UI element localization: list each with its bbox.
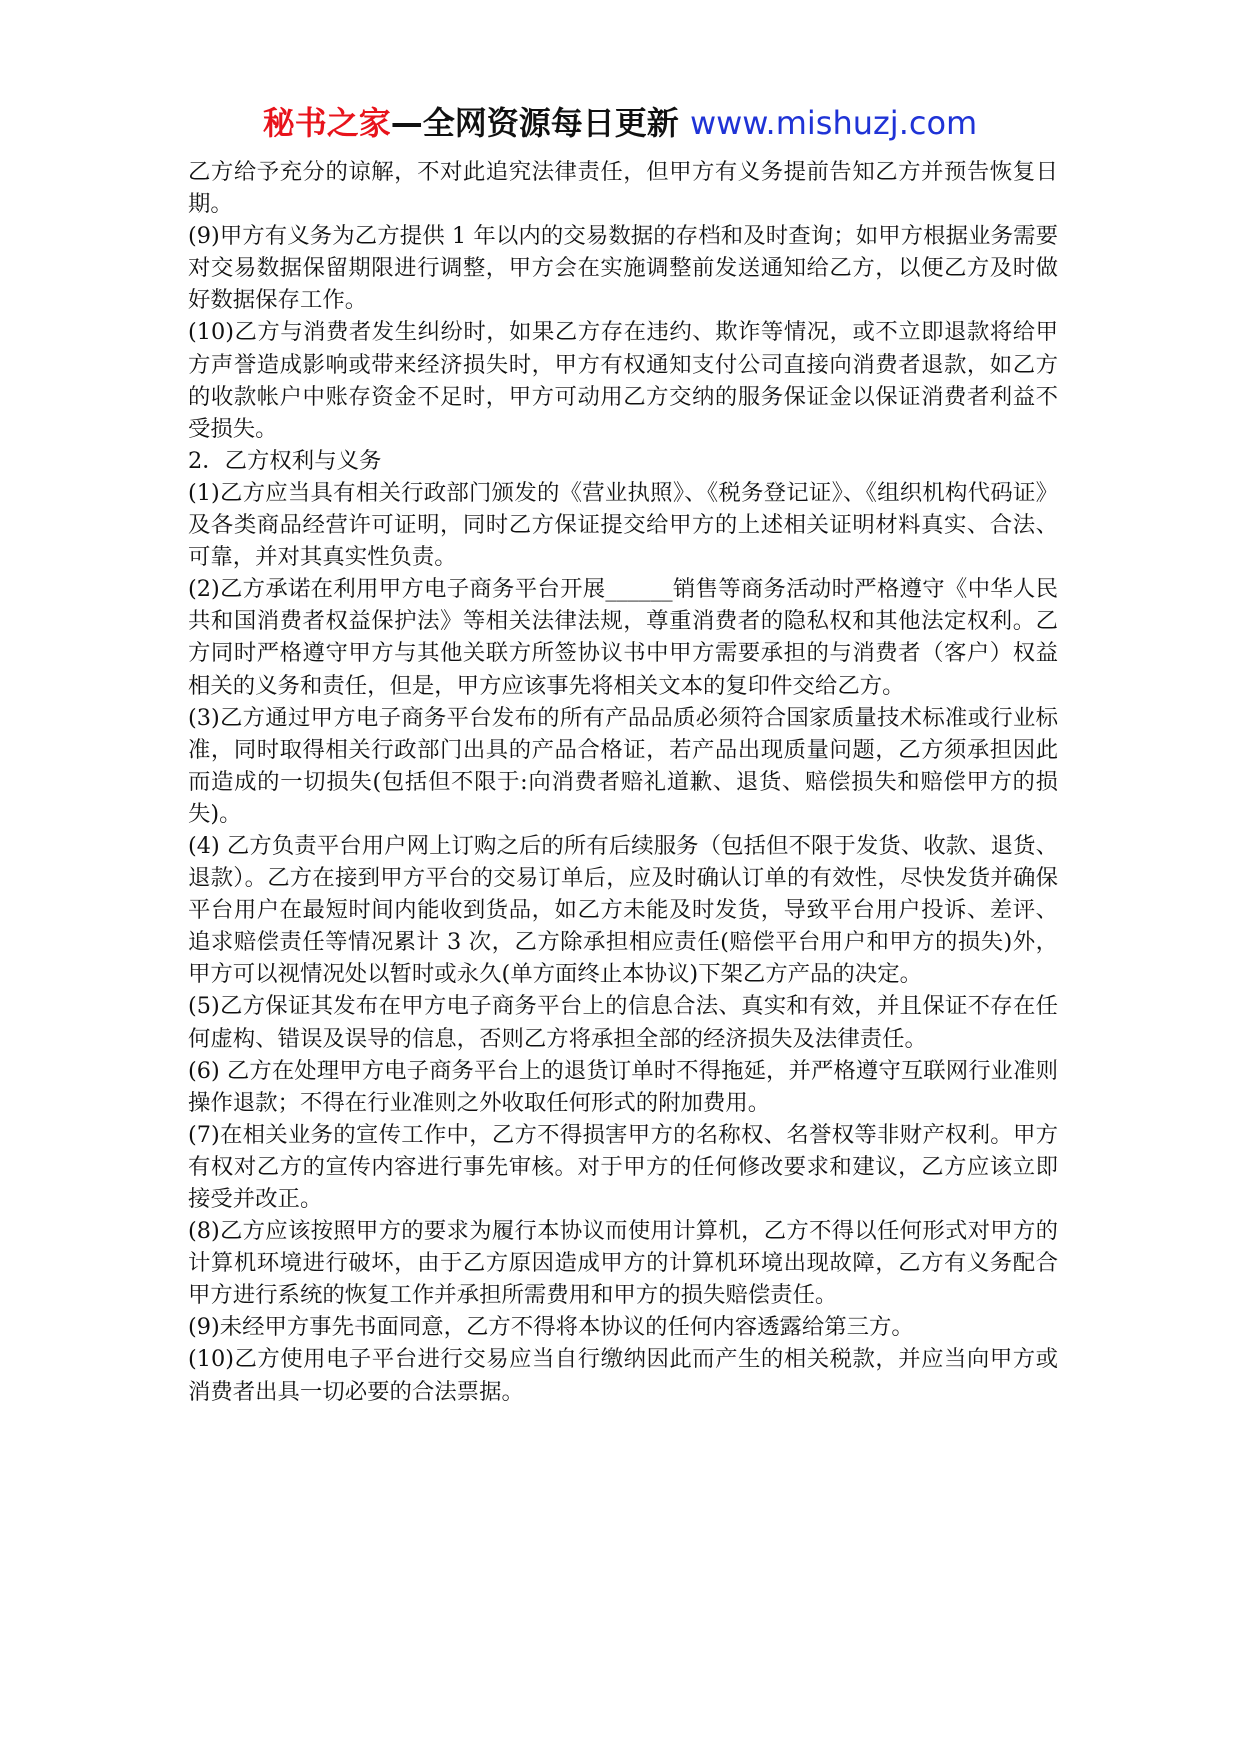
paragraph-item-4: (4) 乙方负责平台用户网上订购之后的所有后续服务（包括但不限于发货、收款、退货、退款）。乙方在接到甲方平台的交易订单后，应及时确认订单的有效性，尽快发货并确保平台用户在最短时间内能收到货品，如乙方未能及时发货，导致平台用户投诉、差评、追求赔偿责任等情况累计 3 次，乙方除承担相应责任(赔偿平台用户和甲方的损失)外，甲方可以视情况处以暂时或永久(单方面终止本协议)下架乙方产品的决定。 bbox=[188, 832, 1058, 988]
paragraph-item-9b: (9)未经甲方事先书面同意，乙方不得将本协议的任何内容透露给第三方。 bbox=[188, 1314, 914, 1341]
section-heading: 2．乙方权利与义务 bbox=[188, 447, 382, 474]
paragraph-item-5: (5)乙方保证其发布在甲方电子商务平台上的信息合法、真实和有效，并且保证不存在任何虚构、错误及误导的信息，否则乙方将承担全部的经济损失及法律责任。 bbox=[188, 993, 1058, 1052]
paragraph-item-10b: (10)乙方使用电子平台进行交易应当自行缴纳因此而产生的相关税款，并应当向甲方或消费者出具一切必要的合法票据。 bbox=[188, 1346, 1058, 1405]
paragraph-item-1: (1)乙方应当具有相关行政部门颁发的《营业执照》、《税务登记证》、《组织机构代码证》及各类商品经营许可证明，同时乙方保证提交给甲方的上述相关证明材料真实、合法、可靠，并对其真实性负责。 bbox=[188, 479, 1058, 571]
site-url: www.mishuzj.com bbox=[689, 104, 978, 142]
paragraph-item-9: (9)甲方有义务为乙方提供 1 年以内的交易数据的存档和及时查询；如甲方根据业务需要对交易数据保留期限进行调整，甲方会在实施调整前发送通知给乙方，以便乙方及时做好数据保存工作。 bbox=[188, 223, 1058, 314]
paragraph-continuation: 乙方给予充分的谅解，不对此追究法律责任，但甲方有义务提前告知乙方并预告恢复日期。 bbox=[188, 159, 1058, 218]
site-header bbox=[0, 98, 1240, 148]
paragraph-item-2: (2)乙方承诺在利用甲方电子商务平台开展______销售等商务活动时严格遵守《中华人民共和国消费者权益保护法》等相关法律法规，尊重消费者的隐私权和其他法定权利。乙方同时严格遵守甲方与其他关联方所签协议书中甲方需要承担的与消费者（客户）权益相关的义务和责任，但是，甲方应该事先将相关文本的复印件交给乙方。 bbox=[188, 576, 1058, 699]
paragraph-item-3: (3)乙方通过甲方电子商务平台发布的所有产品品质必须符合国家质量技术标准或行业标准，同时取得相关行政部门出具的产品合格证，若产品出现质量问题，乙方须承担因此而造成的一切损失(包括但不限于:向消费者赔礼道歉、退货、赔偿损失和赔偿甲方的损失)。 bbox=[188, 704, 1058, 827]
document-body bbox=[188, 156, 1058, 1408]
paragraph-item-6: (6) 乙方在处理甲方电子商务平台上的退货订单时不得拖延，并严格遵守互联网行业准则操作退款；不得在行业准则之外收取任何形式的附加费用。 bbox=[188, 1057, 1058, 1116]
paragraph-item-10: (10)乙方与消费者发生纠纷时，如果乙方存在违约、欺诈等情况，或不立即退款将给甲方声誉造成影响或带来经济损失时，甲方有权通知支付公司直接向消费者退款，如乙方的收款帐户中账存资金不足时，甲方可动用乙方交纳的服务保证金以保证消费者利益不受损失。 bbox=[188, 319, 1058, 442]
site-tagline: —全网资源每日更新 bbox=[390, 104, 679, 142]
site-brand: 秘书之家 bbox=[262, 104, 391, 142]
paragraph-item-8: (8)乙方应该按照甲方的要求为履行本协议而使用计算机，乙方不得以任何形式对甲方的计算机环境进行破坏，由于乙方原因造成甲方的计算机环境出现故障，乙方有义务配合甲方进行系统的恢复工作并承担所需费用和甲方的损失赔偿责任。 bbox=[188, 1218, 1058, 1309]
paragraph-item-7: (7)在相关业务的宣传工作中，乙方不得损害甲方的名称权、名誉权等非财产权利。甲方有权对乙方的宣传内容进行事先审核。对于甲方的任何修改要求和建议，乙方应该立即接受并改正。 bbox=[188, 1121, 1058, 1212]
